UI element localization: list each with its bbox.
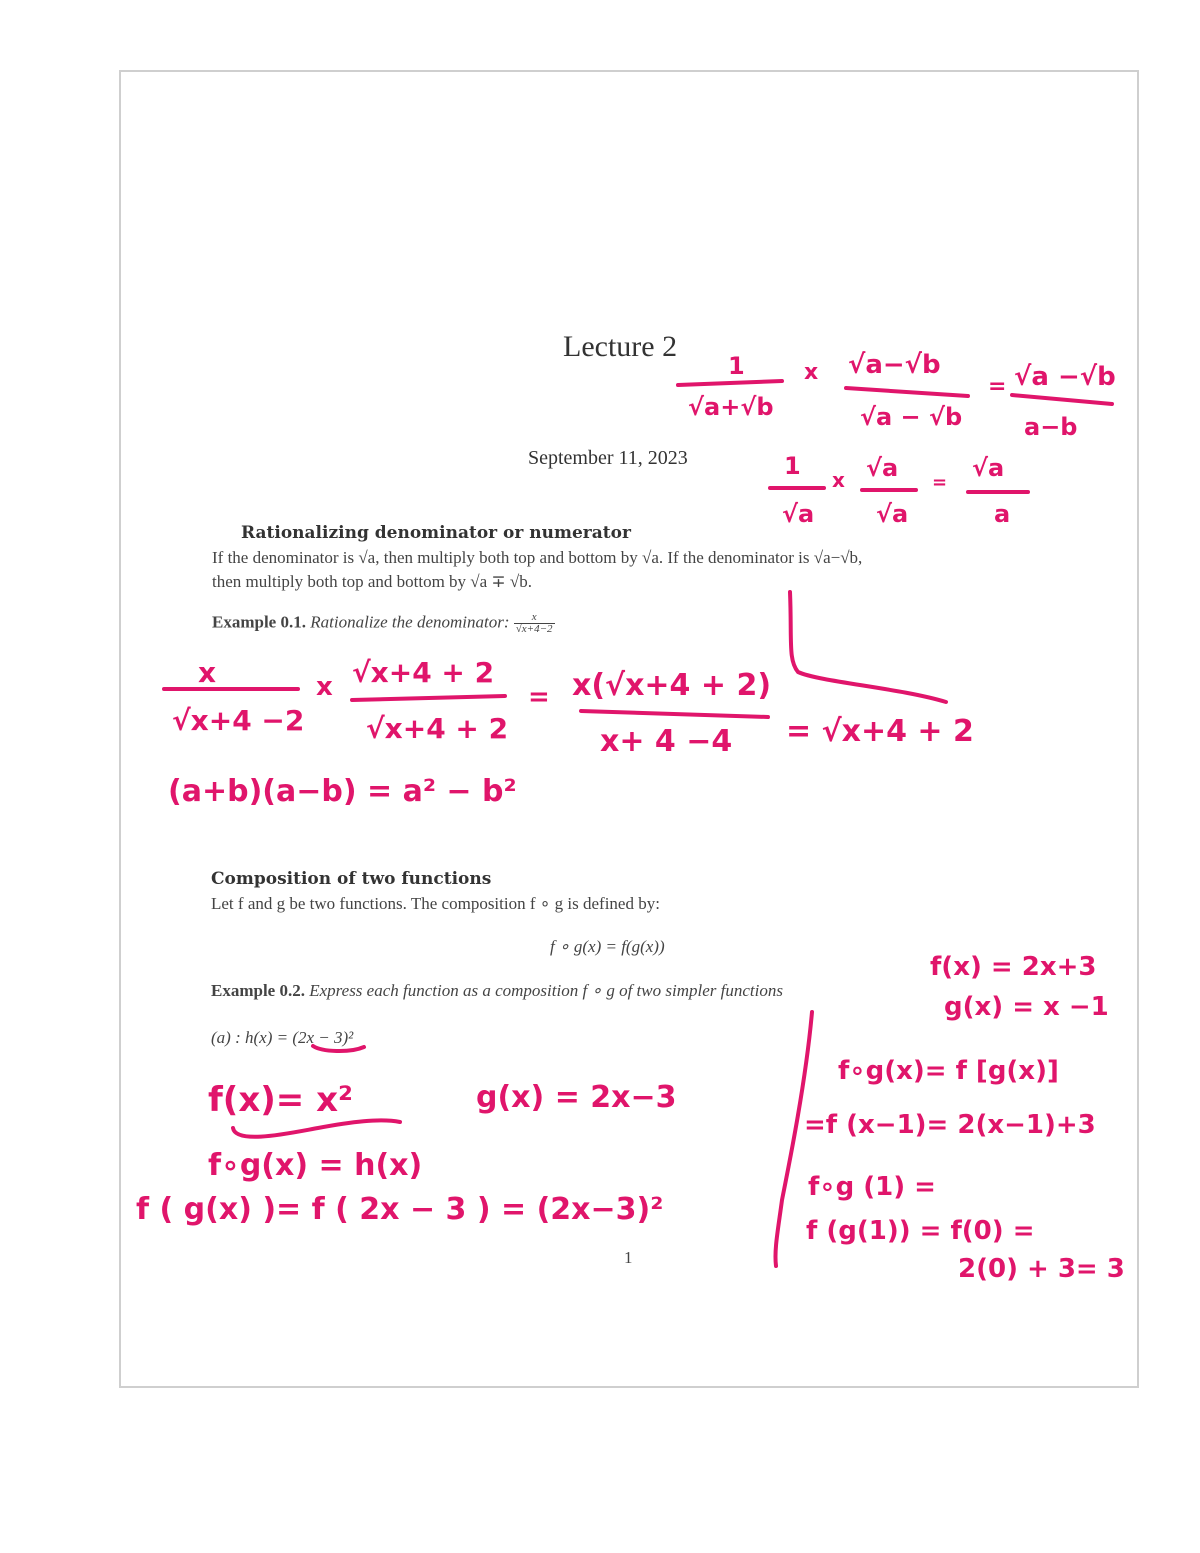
ink-fog-2: =f (x−1)= 2(x−1)+3 [804, 1110, 1096, 1140]
ink-rat-general-mult-num: √a−√b [848, 350, 941, 380]
section-heading-composition: Composition of two functions [211, 869, 492, 889]
ink-underline [233, 1120, 400, 1136]
rationalizing-text-line1: If the denominator is √a, then multiply both top and bottom by √a. If the denominator is √a−√b, [212, 548, 863, 567]
ink-fraction-bar [678, 381, 782, 385]
ink-rat-general-num: 1 [728, 352, 745, 380]
example-0-2-label: Example 0.2. [211, 981, 305, 1000]
ink-a-g: g(x) = 2x−3 [476, 1080, 677, 1115]
ink-fog-5: 2(0) + 3= 3 [958, 1254, 1125, 1284]
rationalizing-text-line2: then multiply both top and bottom by √a ∓ √b. [212, 572, 532, 591]
ink-a-fog: f∘g(x) = h(x) [208, 1148, 423, 1183]
ink-underline [313, 1046, 364, 1051]
ink-rat-simple-mult-num: √a [866, 454, 899, 482]
lecture-title: Lecture 2 [563, 330, 678, 363]
ink-ex1-num: x [198, 656, 217, 689]
ink-times: x [804, 360, 819, 385]
composition-definition-text: Let f and g be two functions. The composition f ∘ g is defined by: [211, 894, 660, 913]
ink-fraction-bar [352, 696, 505, 700]
ink-times: x [316, 672, 333, 702]
page-number: 1 [624, 1248, 633, 1267]
ink-comp-g: g(x) = x −1 [944, 992, 1109, 1022]
ink-times: x [832, 468, 845, 492]
ink-rat-simple-den: √a [782, 500, 815, 528]
ink-a-chain: f ( g(x) )= f ( 2x − 3 ) = (2x−3)² [136, 1192, 664, 1227]
ink-rat-general-den: √a+√b [688, 393, 774, 421]
ink-ex1-mult-num: √x+4 + 2 [352, 656, 495, 689]
ink-ex1-res-den: x+ 4 −4 [600, 724, 733, 759]
lecture-date: September 11, 2023 [528, 447, 688, 469]
ink-equals: = [932, 472, 948, 493]
section-heading-rationalizing: Rationalizing denominator or numerator [241, 523, 631, 543]
ink-bracket [790, 592, 946, 702]
example-0-2-part-a: (a) : h(x) = (2x − 3)² [211, 1028, 354, 1047]
ink-equals: = [528, 682, 550, 712]
example-0-1-frac-den: √x+4−2 [515, 623, 553, 635]
ink-rat-general-res-num: √a −√b [1014, 362, 1116, 392]
ink-fraction-bar [581, 711, 768, 717]
ink-ex1-den: √x+4 −2 [172, 704, 305, 737]
ink-identity: (a+b)(a−b) = a² − b² [168, 774, 517, 809]
ink-fog-4: f (g(1)) = f(0) = [806, 1216, 1035, 1246]
ink-rat-simple-res-den: a [994, 500, 1011, 528]
composition-formula: f ∘ g(x) = f(g(x)) [550, 937, 665, 956]
ink-rat-simple-mult-den: √a [876, 500, 909, 528]
ink-rat-general-mult-den: √a − √b [860, 403, 963, 431]
ink-fog-1: f∘g(x)= f [g(x)] [838, 1056, 1059, 1086]
example-0-2-text: Express each function as a composition f ∘ g of two simpler functions [309, 981, 783, 1000]
example-0-1-text: Rationalize the denominator: [310, 612, 510, 632]
ink-comp-f: f(x) = 2x+3 [930, 952, 1097, 982]
ink-a-f: f(x)= x² [208, 1080, 353, 1120]
example-0-1-frac-num: x [514, 612, 555, 624]
ink-fraction-bar [846, 388, 968, 396]
ink-fraction-bar [1012, 395, 1112, 404]
ink-rat-general-res-den: a−b [1024, 413, 1078, 441]
ink-ex1-final: = √x+4 + 2 [786, 714, 974, 749]
ink-rat-simple-res-num: √a [972, 454, 1005, 482]
ink-equals: = [988, 374, 1007, 399]
example-0-1-label: Example 0.1. [212, 612, 306, 632]
ink-rat-simple-num: 1 [784, 452, 801, 480]
ink-ex1-mult-den: √x+4 + 2 [366, 712, 509, 745]
ink-fog-3: f∘g (1) = [808, 1172, 936, 1202]
ink-ex1-res-num: x(√x+4 + 2) [572, 668, 772, 703]
